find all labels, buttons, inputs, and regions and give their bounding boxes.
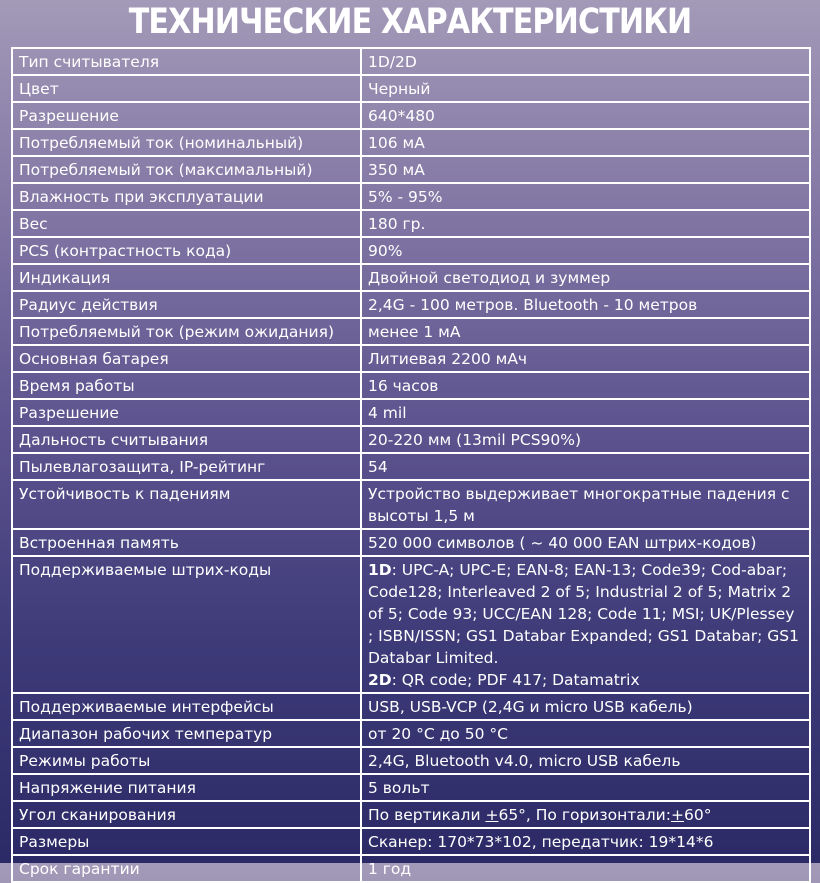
spec-value-angle xyxy=(361,801,810,828)
spec-label: Тип считывателя xyxy=(12,48,361,75)
spec-value: 1D/2D xyxy=(361,48,810,75)
table-row xyxy=(12,453,810,480)
table-row xyxy=(12,75,810,102)
table-row xyxy=(12,480,810,529)
spec-value: 54 xyxy=(361,453,810,480)
spec-label: Поддерживаемые интерфейсы xyxy=(12,693,361,720)
barcode-2d-prefix: 2D xyxy=(368,671,392,689)
spec-label: Дальность считывания xyxy=(12,426,361,453)
table-row xyxy=(12,291,810,318)
spec-value: 180 гр. xyxy=(361,210,810,237)
spec-value: 2,4G, Bluetooth v4.0, micro USB кабель xyxy=(361,747,810,774)
spec-label: Поддерживаемые штрих-коды xyxy=(12,556,361,693)
table-row xyxy=(12,183,810,210)
table-row xyxy=(12,156,810,183)
angle-horizontal-pm: + xyxy=(670,806,684,824)
table-row xyxy=(12,801,810,828)
table-row xyxy=(12,318,810,345)
barcode-1d-list: : UPC-A; UPC-E; EAN-8; EAN-13; Code39; Cod-abar; Code128; Interleaved 2 of 5; Industrial 2 of 5; Matrix 2 of 5; Code 93; UCC/EAN 128; Code 11; MSI; UK/Plessey ; ISBN/ISSN; GS1 Databar Expanded; GS1 Databar; GS1 Databar Limited. xyxy=(368,561,799,667)
spec-label: Угол сканирования xyxy=(12,801,361,828)
barcode-2d-list: : QR code; PDF 417; Datamatrix xyxy=(391,671,640,689)
table-row xyxy=(12,102,810,129)
spec-label: Цвет xyxy=(12,75,361,102)
spec-label: Устойчивость к падениям xyxy=(12,480,361,529)
spec-label: Основная батарея xyxy=(12,345,361,372)
table-row xyxy=(12,855,810,882)
spec-label: Разрешение xyxy=(12,399,361,426)
spec-label: PCS (контрастность кода) xyxy=(12,237,361,264)
spec-value: 4 mil xyxy=(361,399,810,426)
table-row xyxy=(12,747,810,774)
spec-label: Индикация xyxy=(12,264,361,291)
table-row xyxy=(12,693,810,720)
table-row xyxy=(12,372,810,399)
table-row xyxy=(12,264,810,291)
table-row xyxy=(12,720,810,747)
spec-value: 520 000 символов ( ~ 40 000 EAN штрих-кодов) xyxy=(361,529,810,556)
table-row xyxy=(12,237,810,264)
spec-value: 90% xyxy=(361,237,810,264)
spec-label: Разрешение xyxy=(12,102,361,129)
spec-value-barcodes xyxy=(361,556,810,693)
spec-label: Срок гарантии xyxy=(12,855,361,882)
table-row xyxy=(12,556,810,693)
spec-value: 1 год xyxy=(361,855,810,882)
spec-value: 16 часов xyxy=(361,372,810,399)
spec-label: Диапазон рабочих температур xyxy=(12,720,361,747)
angle-vertical-value: 65°, По горизонтали: xyxy=(498,806,671,824)
table-row xyxy=(12,210,810,237)
spec-value: Устройство выдерживает многократные падения с высоты 1,5 м xyxy=(361,480,810,529)
spec-label: Время работы xyxy=(12,372,361,399)
spec-value: 20-220 мм (13mil PCS90%) xyxy=(361,426,810,453)
spec-value: Литиевая 2200 мАч xyxy=(361,345,810,372)
table-row xyxy=(12,426,810,453)
table-row xyxy=(12,48,810,75)
page-title: ТЕХНИЧЕСКИЕ ХАРАКТЕРИСТИКИ xyxy=(128,2,692,42)
spec-label: Размеры xyxy=(12,828,361,855)
spec-value: 2,4G - 100 метров. Bluetooth - 10 метров xyxy=(361,291,810,318)
spec-label: Режимы работы xyxy=(12,747,361,774)
angle-vertical-pm: + xyxy=(485,806,499,824)
angle-vertical-label: По вертикали xyxy=(368,806,486,824)
spec-value: от 20 °С до 50 °С xyxy=(361,720,810,747)
spec-label: Напряжение питания xyxy=(12,774,361,801)
spec-label: Потребляемый ток (максимальный) xyxy=(12,156,361,183)
table-row xyxy=(12,529,810,556)
spec-value: 350 мА xyxy=(361,156,810,183)
table-row xyxy=(12,399,810,426)
spec-label: Потребляемый ток (режим ожидания) xyxy=(12,318,361,345)
spec-label: Вес xyxy=(12,210,361,237)
spec-label: Влажность при эксплуатации xyxy=(12,183,361,210)
table-row xyxy=(12,345,810,372)
spec-label: Встроенная память xyxy=(12,529,361,556)
angle-horizontal-value: 60° xyxy=(683,806,712,824)
spec-value: 5 вольт xyxy=(361,774,810,801)
spec-value: 640*480 xyxy=(361,102,810,129)
spec-table xyxy=(11,47,811,883)
table-row xyxy=(12,129,810,156)
spec-value: 106 мА xyxy=(361,129,810,156)
spec-value: 5% - 95% xyxy=(361,183,810,210)
spec-value: Двойной светодиод и зуммер xyxy=(361,264,810,291)
spec-value: менее 1 мА xyxy=(361,318,810,345)
spec-value: USB, USB-VCP (2,4G и micro USB кабель) xyxy=(361,693,810,720)
table-row xyxy=(12,774,810,801)
table-row xyxy=(12,828,810,855)
spec-value: Сканер: 170*73*102, передатчик: 19*14*6 xyxy=(361,828,810,855)
spec-value: Черный xyxy=(361,75,810,102)
barcode-1d-prefix: 1D xyxy=(368,561,392,579)
spec-label: Потребляемый ток (номинальный) xyxy=(12,129,361,156)
spec-label: Радиус действия xyxy=(12,291,361,318)
spec-label: Пылевлагозащита, IP-рейтинг xyxy=(12,453,361,480)
